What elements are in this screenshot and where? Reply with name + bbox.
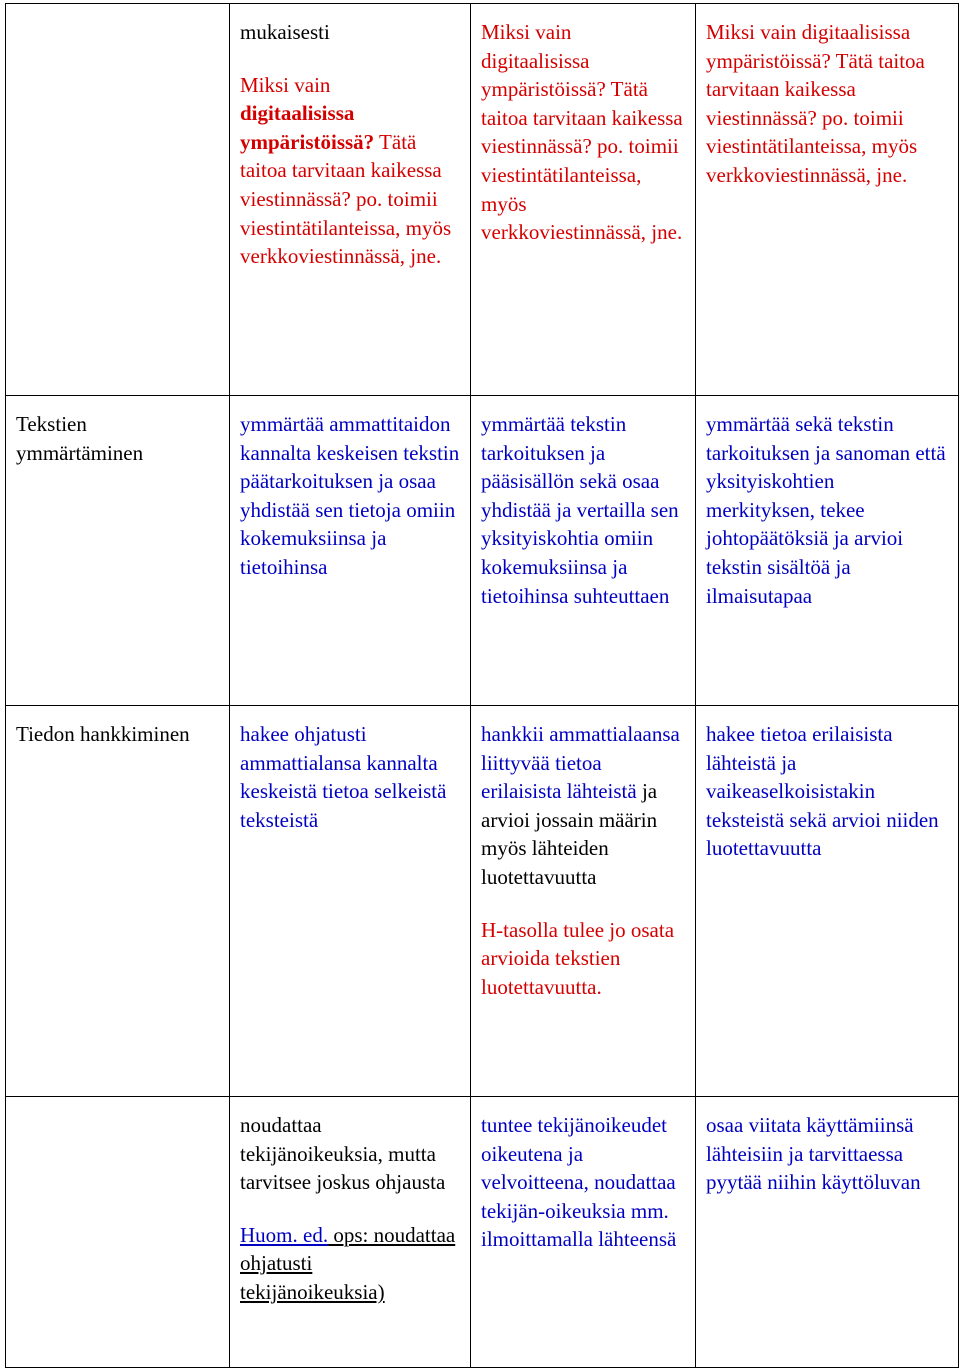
level-2-cell: Miksi vain digitaalisissa ympäristöissä? Tätä taitoa tarvitaan kaikessa viestinnässä? po. toimii viestintätilanteissa, myös verkkoviestinnässä, jne. <box>471 4 696 396</box>
cell-text: mukaisesti <box>240 20 330 44</box>
level-3-cell: ymmärtää sekä tekstin tarkoituksen ja sanoman että yksityiskohtien merkityksen, tekee johtopäätöksiä ja arvioi tekstin sisältöä ja ilmaisutapaa <box>696 396 959 706</box>
level-2-cell <box>471 706 696 1097</box>
table-row <box>6 396 959 706</box>
cell-text: noudattaa tekijänoikeuksia, mutta tarvitsee joskus ohjausta <box>240 1113 446 1195</box>
row-label-cell: Tiedon hankkiminen <box>6 706 230 1097</box>
row-label-cell <box>6 4 230 396</box>
level-1-cell: ymmärtää ammattitaidon kannalta keskeisen tekstin päätarkoituksen ja osaa yhdistää sen tietoja omiin kokemuksiinsa ja tietoihinsa <box>230 396 471 706</box>
level-1-cell <box>230 1097 471 1368</box>
previous-ops-note: Huom. ed. ops: noudattaa ohjatusti tekijänoikeuksia) <box>240 1222 456 1304</box>
level-1-cell: hakee ohjatusti ammattialansa kannalta keskeistä tietoa selkeistä teksteistä <box>230 706 471 1097</box>
level-1-cell <box>230 4 471 396</box>
level-3-cell: Miksi vain digitaalisissa ympäristöissä? Tätä taitoa tarvitaan kaikessa viestinnässä? po. toimii viestintätilanteissa, myös verkkoviestinnässä, jne. <box>696 4 959 396</box>
level-3-cell: hakee tietoa erilaisista lähteistä ja vaikeaselkoisistakin teksteistä sekä arvioi niiden luotettavuutta <box>696 706 959 1097</box>
row-label-cell <box>6 1097 230 1368</box>
note-link[interactable]: Huom. ed. <box>240 1222 329 1247</box>
table-row <box>6 706 959 1097</box>
table-row <box>6 4 959 396</box>
level-2-cell: ymmärtää tekstin tarkoituksen ja pääsisällön sekä osaa yhdistää ja vertailla sen yksityiskohtia omiin kokemuksiinsa ja tietoihinsa suhteuttaen <box>471 396 696 706</box>
criteria-table <box>5 3 959 1368</box>
cell-text: hankkii ammattialaansa liittyvää tietoa erilaisista lähteistä ja arvioi jossain määrin myös lähteiden luotettavuutta <box>481 722 680 889</box>
level-2-cell: tuntee tekijänoikeudet oikeutena ja velvoitteena, noudattaa tekijän-oikeuksia mm. ilmoittamalla lähteensä <box>471 1097 696 1368</box>
row-label-cell: Tekstien ymmärtäminen <box>6 396 230 706</box>
level-3-cell: osaa viitata käyttämiinsä lähteisiin ja tarvittaessa pyytää niihin käyttöluvan <box>696 1097 959 1368</box>
h-level-note: H-tasolla tulee jo osata arvioida tekstien luotettavuutta. <box>481 917 675 999</box>
table-row <box>6 1097 959 1368</box>
question-note: Miksi vain digitaalisissa ympäristöissä? Tätä taitoa tarvitaan kaikessa viestinnässä? po. toimii viestintätilanteissa, myös verkkoviestinnässä, jne. <box>240 72 452 269</box>
